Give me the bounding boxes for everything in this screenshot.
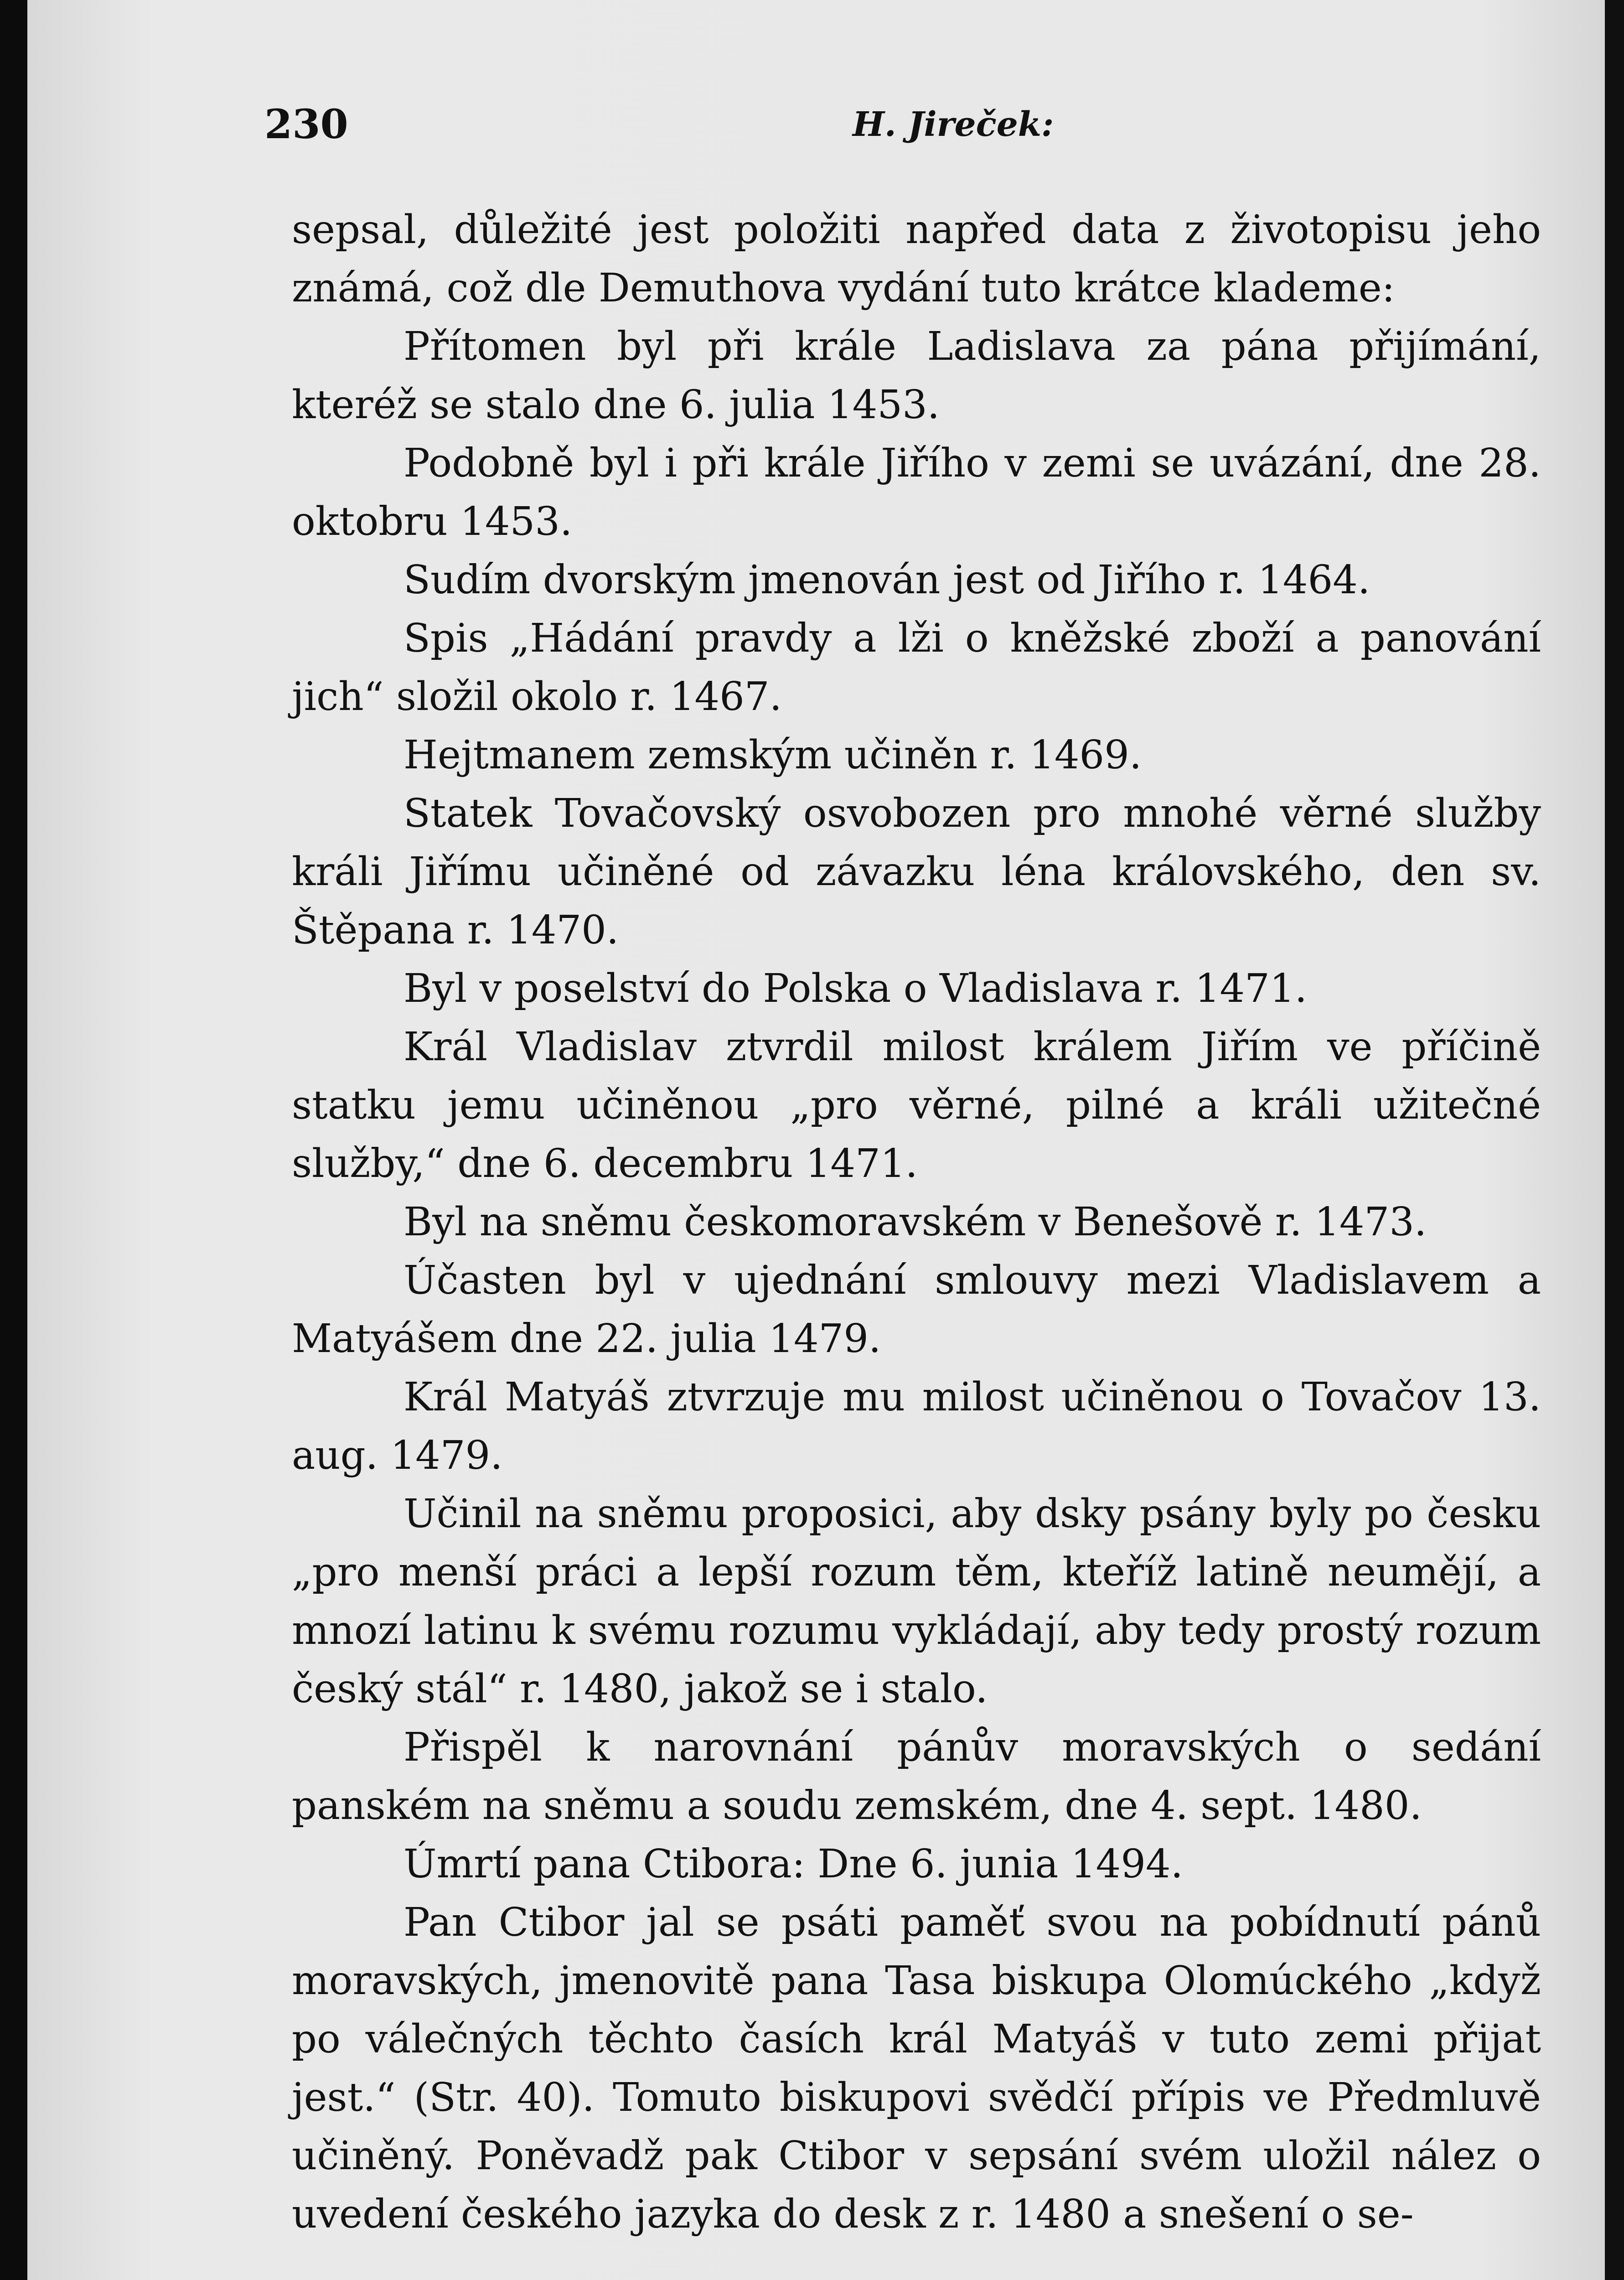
- paragraph: Hejtmanem zemským učiněn r. 1469.: [403, 732, 1142, 778]
- running-head: H. Jireček:: [853, 105, 1054, 144]
- paragraph: Sudím dvorským jmenován jest od Jiřího r. 1464.: [403, 557, 1371, 603]
- paragraph: Král Matyáš ztvrzuje mu milost učiněnou o Tovačov 13. aug. 1479.: [292, 1374, 1541, 1478]
- paragraph: Podobně byl i při krále Jiřího v zemi se uvázání, dne 28. oktobru 1453.: [292, 440, 1541, 544]
- paragraph: Přítomen byl při krále Ladislava za pána přijímání, kteréž se stalo dne 6. julia 1453.: [292, 324, 1541, 428]
- book-page: [27, 0, 1605, 2280]
- paragraph: sepsal, důležité jest položiti napřed data z životopisu jeho známá, což dle Demuthova vydání tuto krátce klademe:: [292, 207, 1541, 311]
- paragraph: Přispěl k narovnání pánův moravských o sedání panském na sněmu a soudu zemském, dne 4. sept. 1480.: [292, 1725, 1541, 1829]
- page-number: 230: [264, 100, 348, 148]
- paragraph: Král Vladislav ztvrdil milost králem Jiřím ve příčině statku jemu učiněnou „pro věrné, pilné a králi užitečné služby,“ dne 6. decembru 1471.: [292, 1024, 1541, 1187]
- paragraph: Učinil na sněmu proposici, aby dsky psány byly po česku „pro menší práci a lepší rozum těm, kteříž latině neumějí, a mnozí latinu k svému rozumu vykládají, aby tedy prostý rozum český stál“ r. 1480, jakož se i stalo.: [292, 1491, 1541, 1712]
- paragraph: Spis „Hádání pravdy a lži o kněžské zboží a panování jich“ složil okolo r. 1467.: [292, 616, 1541, 720]
- paragraph: Úmrtí pana Ctibora: Dne 6. junia 1494.: [403, 1841, 1183, 1887]
- body-text: [292, 201, 1541, 2244]
- page-header: [264, 91, 1555, 164]
- paragraph: Byl v poselství do Polska o Vladislava r. 1471.: [403, 966, 1307, 1011]
- paragraph: Byl na sněmu českomoravském v Benešově r. 1473.: [403, 1199, 1427, 1245]
- scan-border: [1605, 0, 1624, 2280]
- paragraph: Účasten byl v ujednání smlouvy mezi Vladislavem a Matyášem dne 22. julia 1479.: [292, 1258, 1541, 1362]
- paragraph: Pan Ctibor jal se psáti paměť svou na pobídnutí pánů moravských, jmenovitě pana Tasa biskupa Olomúckého „když po válečných těchto časích král Matyáš v tuto zemi přijat jest.“ (Str. 40). Tomuto biskupovi svědčí přípis ve Předmluvě učiněný. Poněvadž pak Ctibor v sepsání svém uložil nález o uvedení českého jazyka do desk z r. 1480 a snešení o se-: [292, 1900, 1541, 2237]
- paragraph: Statek Tovačovský osvobozen pro mnohé věrné služby králi Jiřímu učiněné od závazku léna královského, den sv. Štěpana r. 1470.: [292, 791, 1541, 953]
